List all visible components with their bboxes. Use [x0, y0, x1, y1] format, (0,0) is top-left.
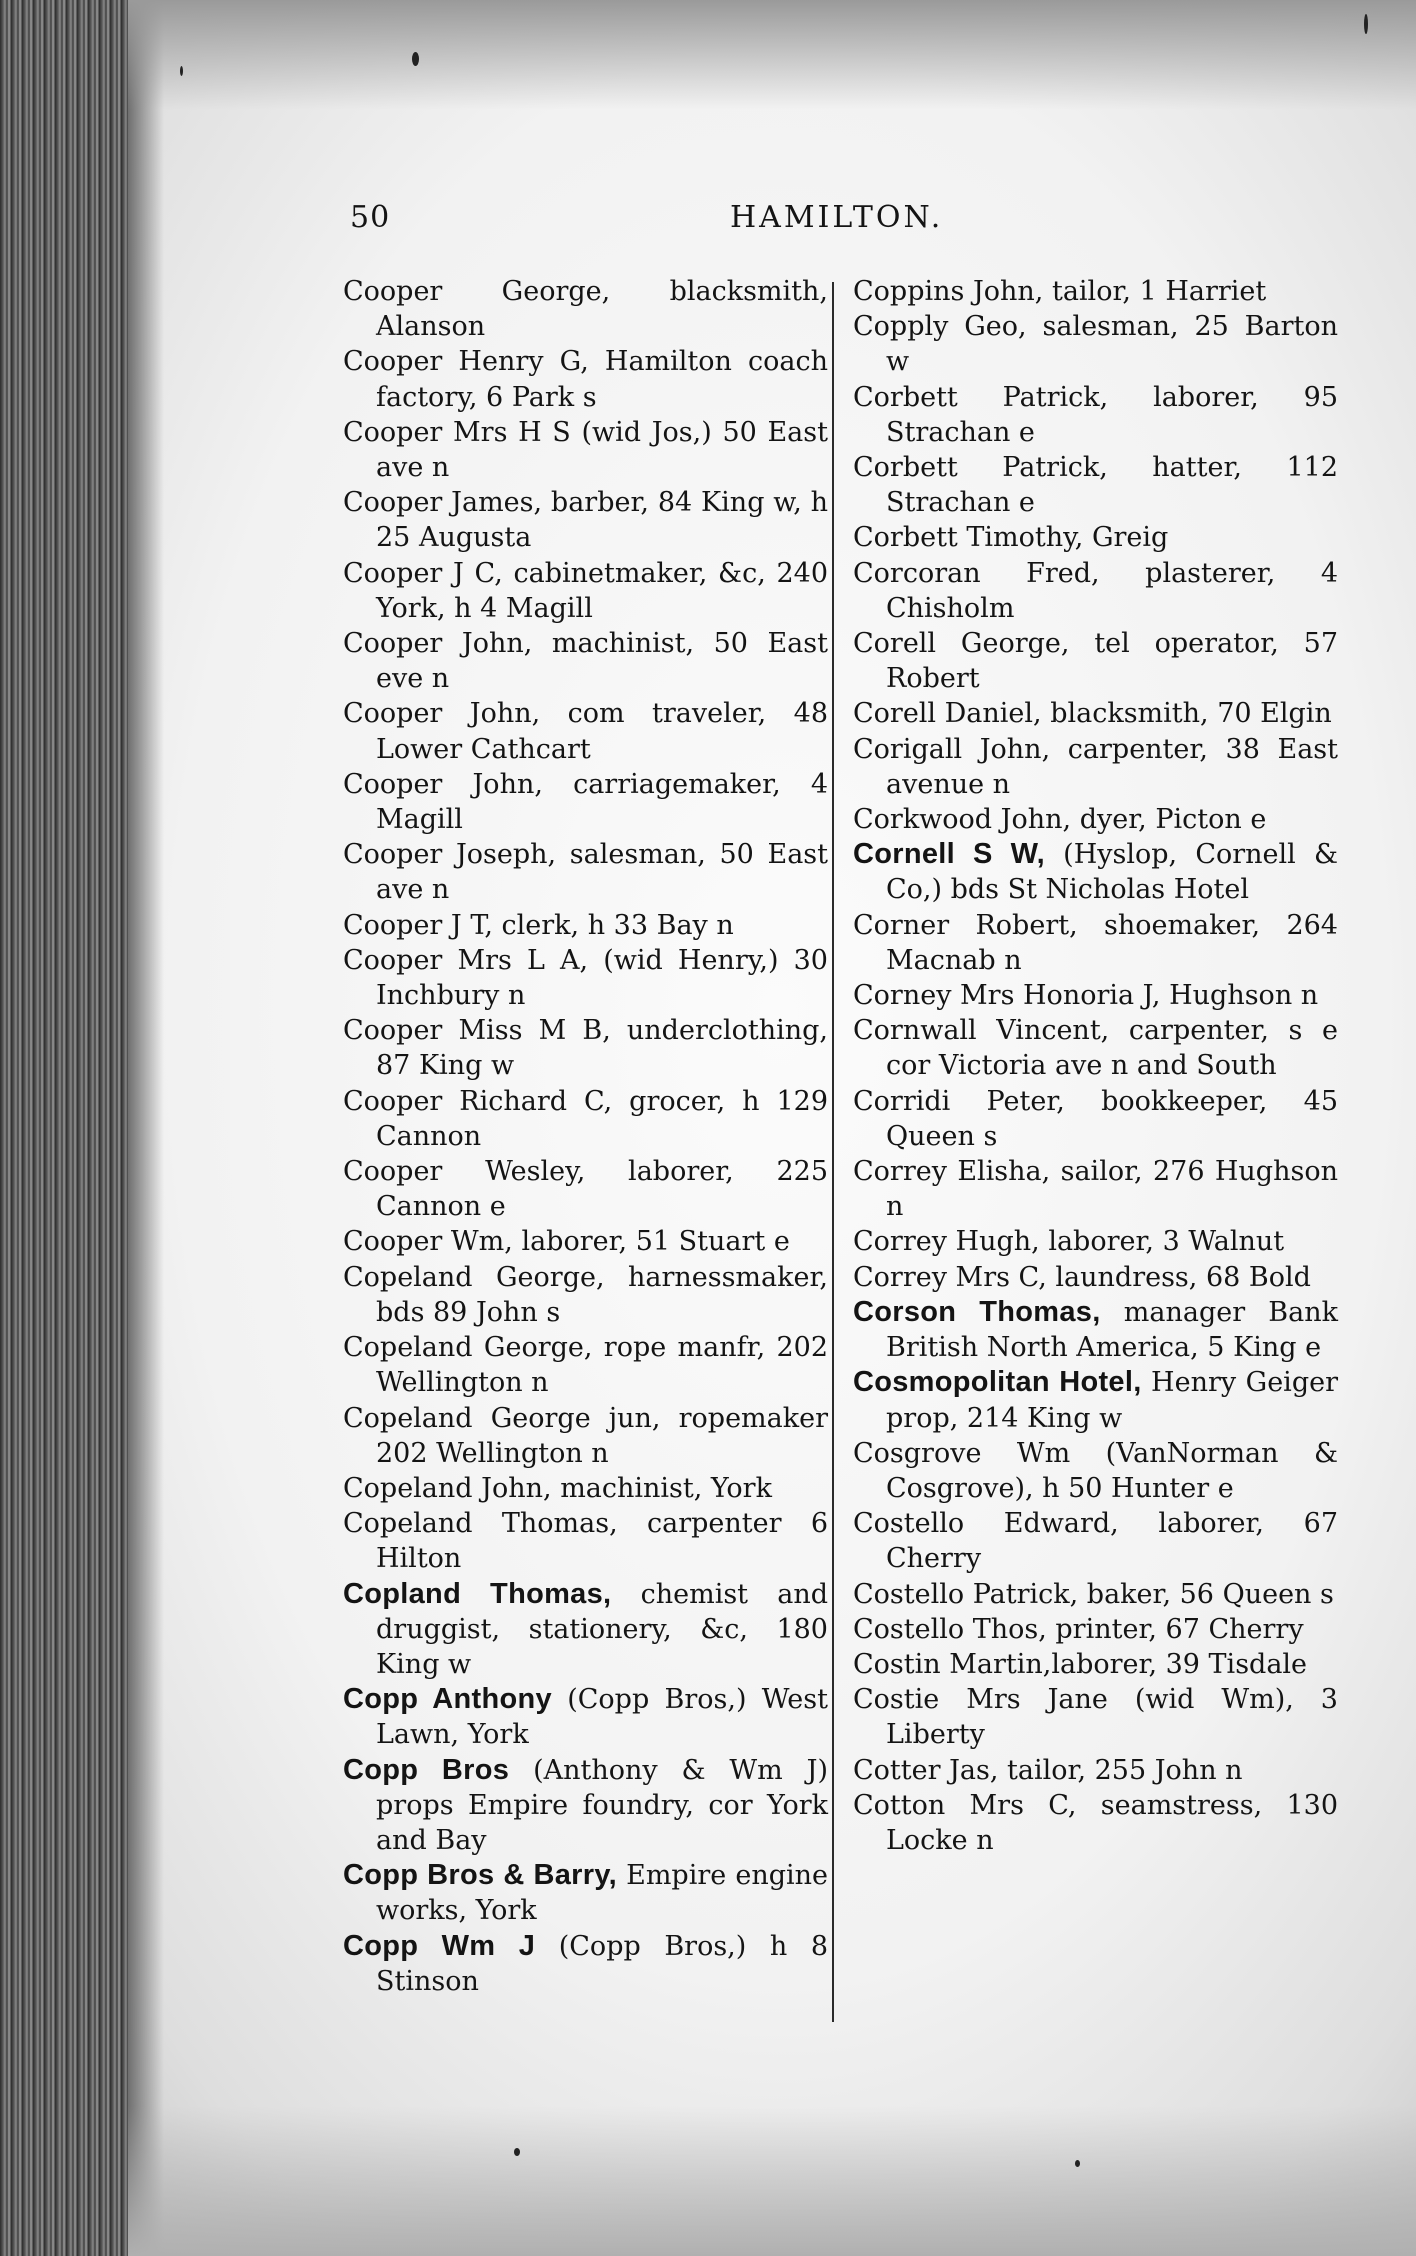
entry-details: laborer, 51 Stuart e [512, 1226, 790, 1258]
entry-details: laborer, 225 Cannon e [376, 1156, 828, 1223]
entry-name: Copeland George, [343, 1261, 605, 1293]
entry-details: barber, 84 King w, h 25 Augusta [376, 487, 828, 554]
entry-details: tel operator, 57 Robert [886, 628, 1338, 695]
entry-name: Correy Elisha, [853, 1156, 1051, 1188]
entry-details: laborer, 95 Strachan e [886, 381, 1339, 448]
entry-name: Corbett Patrick, [853, 381, 1109, 413]
entry-details: blacksmith, 70 Elgin [1041, 698, 1332, 730]
entry-name: Corney Mrs Honoria J, [853, 980, 1161, 1012]
entry-details: blacksmith, Alanson [376, 276, 828, 343]
directory-entry [343, 1506, 828, 1576]
directory-entry [343, 908, 828, 943]
entry-details: plasterer, 4 Chisholm [886, 557, 1338, 624]
entry-details: sailor, 276 Hughson n [886, 1156, 1338, 1223]
ink-speck [514, 2148, 520, 2156]
entry-name: Copland Thomas, [343, 1577, 612, 1610]
directory-entry [853, 1577, 1338, 1612]
entry-details: (wid Wm), 3 Liberty [886, 1684, 1338, 1751]
entry-details: machinist, York [551, 1472, 772, 1504]
directory-entry [853, 1084, 1338, 1154]
entry-name: Cooper Mrs H S [343, 416, 571, 448]
directory-entry [343, 1330, 828, 1400]
entry-name: Cooper Richard C, [343, 1085, 613, 1117]
entry-name: Coppins John, [853, 276, 1044, 307]
entry-details: tailor, 255 John n [998, 1754, 1243, 1786]
book-gutter [0, 0, 128, 2256]
entry-details: tailor, 1 Harriet [1043, 276, 1267, 307]
directory-entry [343, 1260, 828, 1330]
directory-entry [853, 732, 1338, 802]
bottom-edge-shadow [128, 2106, 1416, 2256]
entry-details: chemist and druggist, stationery, &c, 180 King w [376, 1578, 828, 1680]
entry-name: Copp Wm J [343, 1929, 536, 1962]
gutter-shadow [128, 0, 164, 2256]
running-title: HAMILTON. [730, 200, 944, 235]
entry-name: Costello Thos, [853, 1613, 1047, 1645]
directory-entry [343, 1154, 828, 1224]
entry-name: Copp Bros & Barry, [343, 1859, 617, 1892]
right-column [853, 274, 1338, 1858]
directory-entry [343, 696, 828, 766]
entry-details: carpenter, 38 East avenue n [886, 733, 1338, 800]
entry-details: harnessmaker, bds 89 John s [376, 1261, 828, 1328]
entry-name: Copeland George jun, [343, 1402, 661, 1434]
entry-details: Henry Geiger prop, 214 King w [886, 1367, 1338, 1434]
left-column [343, 274, 828, 1999]
entry-details: Hamilton coach factory, 6 Park s [376, 346, 828, 413]
column-divider [832, 282, 834, 2022]
entry-details: Greig [1083, 522, 1169, 554]
entry-name: Correy Hugh, [853, 1226, 1040, 1258]
directory-entry [343, 485, 828, 555]
entry-details: grocer, h 129 Cannon [376, 1085, 828, 1152]
entry-name: Cooper George, [343, 276, 611, 307]
entry-details: baker, 56 Queen s [1078, 1578, 1334, 1610]
directory-entry [343, 837, 828, 907]
entry-name: Cooper James, [343, 487, 543, 519]
directory-entry [853, 1013, 1338, 1083]
entry-name: Corell Daniel, [853, 698, 1042, 730]
ink-speck [1075, 2160, 1080, 2167]
entry-details: shoemaker, 264 Macnab n [886, 909, 1338, 976]
entry-name: Corbett Patrick, [853, 452, 1108, 484]
directory-entry [343, 1471, 828, 1506]
directory-entry [343, 1929, 828, 1999]
entry-name: Cornwall Vincent, [853, 1015, 1110, 1047]
ink-speck [1364, 14, 1368, 34]
directory-entry [853, 1295, 1338, 1365]
entry-details: (VanNorman & Cosgrove), h 50 Hunter e [886, 1437, 1338, 1504]
entry-details: (Hyslop, Cornell & Co,) bds St Nicholas Hotel [886, 839, 1338, 906]
directory-entry [853, 1682, 1338, 1752]
entry-details: carriagemaker, 4 Magill [376, 768, 828, 836]
entry-name: Cooper Mrs L A, [343, 944, 589, 976]
entry-name: Corson Thomas, [853, 1295, 1101, 1328]
entry-name: Cooper John, [343, 768, 543, 800]
directory-entry [853, 520, 1338, 555]
entry-name: Cotter Jas, [853, 1754, 999, 1786]
entry-name: Cooper Henry G, [343, 346, 589, 378]
entry-details: underclothing, 87 King w [376, 1015, 828, 1082]
entry-details: seamstress, 130 Locke n [886, 1789, 1338, 1856]
directory-entry [343, 1577, 828, 1683]
entry-name: Cosmopolitan Hotel, [853, 1366, 1142, 1399]
entry-name: Cornell S W, [853, 838, 1045, 871]
entry-details: (Anthony & Wm J) props Empire foundry, cor York and Bay [376, 1754, 828, 1856]
directory-entry [853, 1788, 1338, 1858]
entry-name: Corigall John, [853, 733, 1051, 765]
directory-entry [853, 1612, 1338, 1647]
entry-name: Copp Bros [343, 1753, 510, 1786]
entry-name: Copeland Thomas, [343, 1508, 618, 1540]
directory-entry [343, 1084, 828, 1154]
directory-entry [853, 978, 1338, 1013]
directory-entry [853, 1365, 1338, 1435]
entry-name: Costin Martin, [853, 1648, 1052, 1680]
entry-name: Cooper J T, [343, 909, 493, 941]
entry-details: Hughson n [1160, 980, 1319, 1012]
entry-name: Cooper John, [343, 628, 533, 660]
entry-details: machinist, 50 East eve n [376, 628, 828, 695]
entry-name: Corner Robert, [853, 909, 1078, 941]
entry-name: Corell George, [853, 628, 1070, 660]
entry-details: (wid Henry,) 30 Inchbury n [376, 944, 828, 1012]
directory-entry [853, 274, 1338, 309]
entry-details: com traveler, 48 Lower Cathcart [376, 698, 828, 765]
entry-details: cabinetmaker, &c, 240 York, h 4 Magill [376, 557, 829, 624]
entry-details: (Copp Bros,) West Lawn, York [376, 1684, 828, 1751]
entry-details: clerk, h 33 Bay n [492, 909, 734, 941]
ink-speck [180, 66, 183, 76]
entry-name: Cooper Miss M B, [343, 1015, 611, 1047]
directory-entry [853, 1753, 1338, 1788]
ink-speck [412, 52, 419, 66]
directory-entry [853, 908, 1338, 978]
directory-entry [853, 802, 1338, 837]
directory-entry [853, 1154, 1338, 1224]
directory-entry [853, 1647, 1338, 1682]
directory-entry [343, 1858, 828, 1928]
entry-name: Copeland John, [343, 1472, 552, 1504]
directory-entry [853, 1436, 1338, 1506]
entry-details: Empire engine works, York [376, 1860, 829, 1927]
entry-details: carpenter, s e cor Victoria ave n and South [886, 1015, 1338, 1082]
directory-entry [853, 450, 1338, 520]
entry-name: Cooper Joseph, [343, 839, 557, 871]
entry-name: Cooper Wesley, [343, 1156, 586, 1188]
entry-name: Costello Edward, [853, 1508, 1119, 1540]
directory-entry [343, 344, 828, 414]
directory-entry [853, 380, 1338, 450]
entry-name: Costie Mrs Jane [853, 1684, 1108, 1716]
directory-entry [343, 1224, 828, 1259]
top-edge-shadow [128, 0, 1416, 110]
directory-entry [853, 1260, 1338, 1295]
entry-name: Cosgrove Wm [853, 1437, 1071, 1469]
entry-details: salesman, 25 Barton w [886, 311, 1338, 378]
entry-name: Copply Geo, [853, 311, 1027, 343]
entry-name: Cotton Mrs C, [853, 1789, 1077, 1821]
directory-entry [343, 1753, 828, 1859]
entry-details: laborer, 39 Tisdale [1051, 1648, 1308, 1680]
directory-entry [853, 837, 1338, 907]
entry-details: hatter, 112 Strachan e [886, 452, 1339, 519]
entry-name: Corkwood John, [853, 804, 1072, 836]
directory-entry [853, 1224, 1338, 1259]
entry-details: dyer, Picton e [1071, 804, 1267, 836]
directory-entry [853, 309, 1338, 379]
entry-details: salesman, 50 East ave n [376, 839, 828, 906]
entry-details: rope manfr, 202 Wellington n [376, 1332, 829, 1399]
entry-name: Corridi Peter, [853, 1085, 1065, 1117]
page-number: 50 [350, 200, 391, 235]
directory-entry [343, 1013, 828, 1083]
directory-entry [853, 556, 1338, 626]
directory-entry [343, 274, 828, 344]
directory-entry [343, 556, 828, 626]
directory-entry [343, 415, 828, 485]
entry-details: printer, 67 Cherry [1046, 1613, 1304, 1645]
directory-entry [853, 1506, 1338, 1576]
entry-details: carpenter 6 Hilton [376, 1508, 828, 1575]
entry-details: laundress, 68 Bold [1046, 1261, 1311, 1293]
entry-name: Copeland George, [343, 1332, 593, 1364]
entry-name: Correy Mrs C, [853, 1261, 1047, 1293]
entry-name: Copp Anthony [343, 1683, 552, 1716]
entry-details: (wid Jos,) 50 East ave n [376, 416, 828, 484]
entry-name: Cooper John, [343, 698, 541, 730]
entry-details: laborer, 3 Walnut [1039, 1226, 1285, 1258]
directory-entry [343, 943, 828, 1013]
directory-entry [343, 767, 828, 837]
page-header [350, 200, 1290, 260]
entry-name: Cooper J C, [343, 557, 503, 589]
entry-name: Cooper Wm, [343, 1226, 513, 1258]
entry-details: ropemaker 202 Wellington n [376, 1402, 828, 1469]
entry-name: Corcoran Fred, [853, 557, 1100, 589]
entry-name: Corbett Timothy, [853, 522, 1084, 554]
entry-details: manager Bank British North America, 5 King e [886, 1296, 1338, 1364]
entry-details: laborer, 67 Cherry [886, 1508, 1338, 1575]
directory-entry [343, 1682, 828, 1752]
entry-name: Costello Patrick, [853, 1578, 1079, 1610]
directory-entry [343, 626, 828, 696]
entry-details: (Copp Bros,) h 8 Stinson [376, 1930, 829, 1997]
directory-entry [853, 626, 1338, 696]
entry-details: bookkeeper, 45 Queen s [886, 1085, 1338, 1152]
directory-entry [343, 1401, 828, 1471]
directory-entry [853, 696, 1338, 731]
